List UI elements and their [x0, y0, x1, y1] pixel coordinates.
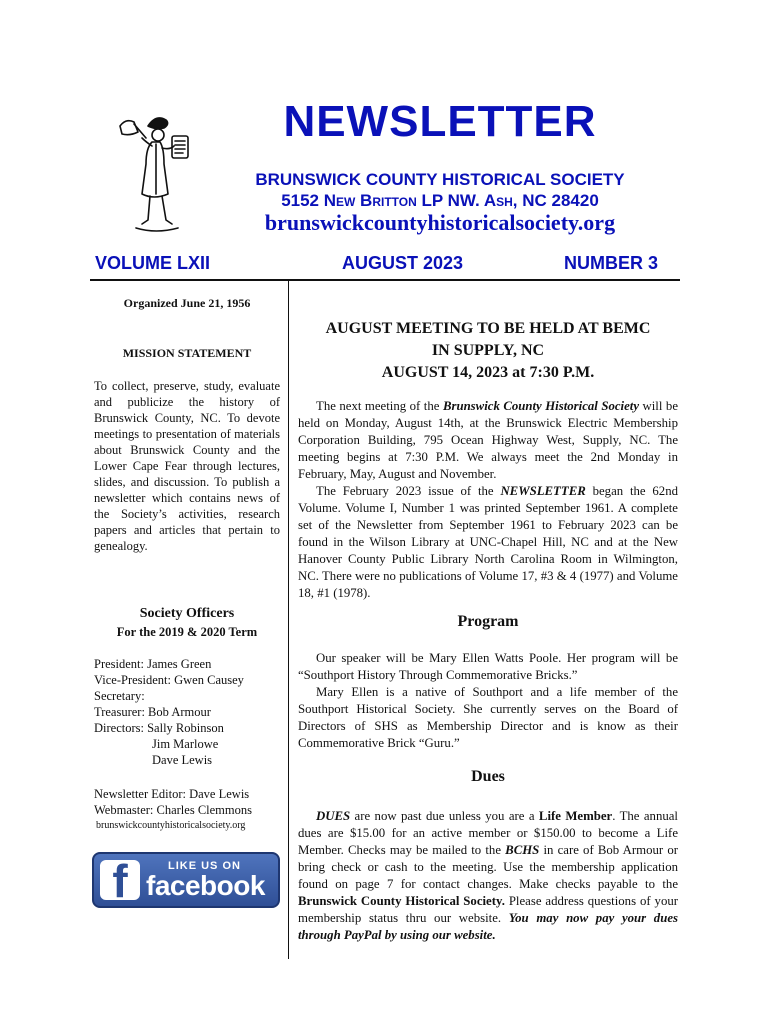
- newsletter-editor: Newsletter Editor: Dave Lewis: [94, 787, 250, 801]
- program-paragraph: Mary Ellen is a native of Southport and a life member of the Southport Historical Society. She currently serves on the Board of Directors of SHS as Membership Director and is know as their Commemorative Brick “Guru.”: [298, 685, 678, 750]
- facebook-icon: [100, 855, 140, 907]
- mission-heading: MISSION STATEMENT: [122, 346, 252, 360]
- volume-label: VOLUME LXII: [95, 253, 211, 273]
- issue-number: NUMBER 3: [564, 253, 659, 273]
- text-run: will be held on Monday, August 14th, at the Brunswick Electric Membership Corporation Building, 795 Ocean Highway West, Supply, NC. The meeting begins at 7:30 P.M. We always meet the 2nd Monday in February, May, August and November.: [298, 399, 678, 481]
- facebook-wordmark: facebook: [146, 870, 265, 901]
- officer-treasurer: Treasurer: Bob Armour: [94, 705, 211, 719]
- society-name: BRUNSWICK COUNTY HISTORICAL SOCIETY: [255, 170, 625, 189]
- officer-secretary: Secretary:: [94, 689, 145, 703]
- mission-statement: To collect, preserve, study, evaluate and publicize the history of Brunswick County, NC. To devote meetings to presentation of materials about Brunswick County and the Lower Cape Fear through lectures, slides, and discussion. To publish a newsletter which contains news of the Society’s activities, research papers and articles that pertain to genealogy.: [94, 379, 280, 553]
- newsletter-title: NEWSLETTER: [283, 97, 597, 146]
- meeting-article: [298, 398, 678, 602]
- dues-paragraph: [298, 808, 678, 944]
- text-run: are now past due unless you are a: [350, 809, 539, 823]
- meeting-headline-line: AUGUST 14, 2023 at 7:30 P.M.: [381, 364, 595, 381]
- society-website[interactable]: brunswickcountyhistoricalsociety.org: [264, 210, 616, 235]
- meeting-headline-line: AUGUST MEETING TO BE HELD AT BEMC: [325, 320, 651, 337]
- program-paragraph: Our speaker will be Mary Ellen Watts Poole. Her program will be “Southport History Through Commemorative Bricks.”: [298, 651, 678, 682]
- program-heading: Program: [457, 613, 519, 630]
- column-divider: [288, 281, 289, 959]
- facebook-like-button[interactable]: [92, 852, 280, 908]
- officer-directors: Directors: Sally Robinson: [94, 721, 224, 735]
- text-run: Please address questions of your membership status thru our website.: [298, 894, 678, 925]
- paypal-notice: You may now pay your dues through PayPal by using our website.: [298, 911, 678, 942]
- text-run: The February 2023 issue of the: [316, 484, 501, 498]
- program-article: [298, 650, 678, 752]
- dues-emphasis: DUES: [316, 809, 351, 823]
- officers-term: For the 2019 & 2020 Term: [116, 625, 258, 639]
- society-emphasis: Brunswick County Historical Society.: [298, 894, 505, 908]
- bchs-emphasis: BCHS: [505, 843, 540, 857]
- life-member-emphasis: Life Member: [538, 809, 613, 823]
- organized-date: Organized June 21, 1956: [123, 296, 251, 310]
- society-address: 5152 New Britton LP NW. Ash, NC 28420: [281, 191, 599, 210]
- text-run: The next meeting of the: [316, 399, 443, 413]
- newsletter-history-paragraph: [298, 483, 678, 602]
- facebook-like-text: LIKE US ON: [168, 860, 241, 872]
- officer-director: Jim Marlowe: [152, 737, 219, 751]
- newsletter-emphasis: NEWSLETTER: [500, 484, 586, 498]
- website-link[interactable]: brunswickcountyhistoricalsociety.org: [96, 820, 246, 831]
- text-run: in care of Bob Armour or bring check or cash to the meeting. Use the membership application found on page 7 for contact changes. Make checks payable to the: [298, 843, 678, 891]
- text-run: . The annual dues are $15.00 for an active member or $150.00 to become a Life Member. Checks may be mailed to the: [298, 809, 678, 857]
- webmaster: Webmaster: Charles Clemmons: [94, 803, 252, 817]
- officer-director: Dave Lewis: [152, 753, 213, 767]
- meeting-headline-line: IN SUPPLY, NC: [431, 342, 545, 359]
- meeting-paragraph: [298, 398, 678, 483]
- dues-article: [298, 808, 678, 944]
- officers-heading: Society Officers: [139, 606, 235, 621]
- issue-date: AUGUST 2023: [342, 253, 464, 273]
- meeting-headline: [298, 318, 678, 384]
- dues-heading: Dues: [471, 768, 505, 785]
- header-divider: [90, 279, 680, 281]
- text-run: began the 62nd Volume. Volume I, Number 1 was printed September 1961. A complete set of the Newsletter from September 1961 to February 2023 can be found in the Wilson Library at UNC-Chapel Hill, NC and at the New Hanover County Public Library North Carolina Room in Wilmington, NC. There were no publications of Volume 17, #3 & 4 (1977) and Volume 18, #1 (1978).: [298, 484, 678, 600]
- officer-president: President: James Green: [94, 657, 212, 671]
- society-name-emphasis: Brunswick County Historical Society: [442, 399, 640, 413]
- officer-vice-president: Vice-President: Gwen Causey: [94, 673, 244, 687]
- facebook-f-letter: f: [112, 855, 128, 907]
